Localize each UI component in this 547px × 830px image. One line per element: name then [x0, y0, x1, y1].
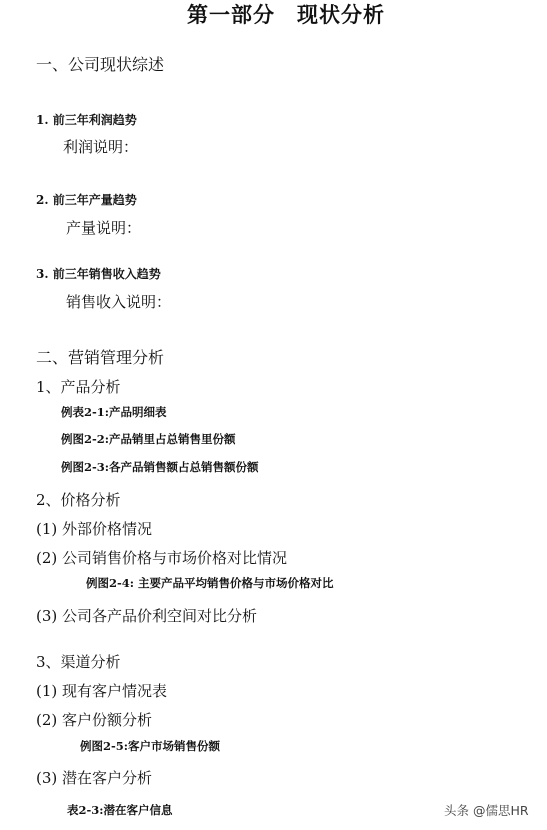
customer-share-item: (2) 客户份额分析 [36, 711, 153, 729]
product-analysis-heading: 1、产品分析 [36, 378, 121, 396]
revenue-trend-label: 3. 前三年销售收入趋势 [36, 267, 161, 281]
caption-table-2-3: 表2-3:潜在客户信息 [67, 803, 173, 817]
revenue-note: 销售收入说明： [66, 293, 172, 311]
current-customers-item: (1) 现有客户情况表 [36, 682, 168, 700]
caption-figure-2-2: 例图2-2:产品销里占总销售里份额 [61, 432, 236, 446]
section2-heading: 二、营销管理分析 [36, 348, 165, 367]
caption-figure-2-4: 例图2-4: 主要产品平均销售价格与市场价格对比 [86, 576, 334, 590]
caption-figure-2-3: 例图2-3:各产品销售额占总销售额份额 [61, 460, 259, 474]
external-price-item: (1) 外部价格情况 [36, 520, 153, 538]
caption-table-2-1: 例表2-1:产品明细表 [61, 405, 167, 419]
price-comparison-item: (2) 公司销售价格与市场价格对比情况 [36, 549, 288, 567]
output-trend-label: 2. 前三年产量趋势 [36, 193, 137, 207]
channel-analysis-heading: 3、渠道分析 [36, 653, 121, 671]
output-note: 产量说明： [66, 219, 142, 237]
caption-figure-2-5: 例图2-5:客户市场销售份额 [80, 739, 221, 753]
margin-comparison-item: (3) 公司各产品价利空间对比分析 [36, 607, 258, 625]
page-title: 第一部分 现状分析 [187, 2, 385, 27]
potential-customers-item: (3) 潜在客户分析 [36, 769, 153, 787]
section1-heading: 一、公司现状综述 [36, 55, 165, 74]
profit-trend-label: 1. 前三年利润趋势 [36, 113, 137, 127]
price-analysis-heading: 2、价格分析 [36, 491, 121, 509]
profit-note: 利润说明： [63, 138, 139, 156]
watermark: 头条 @儒思HR [444, 803, 529, 818]
